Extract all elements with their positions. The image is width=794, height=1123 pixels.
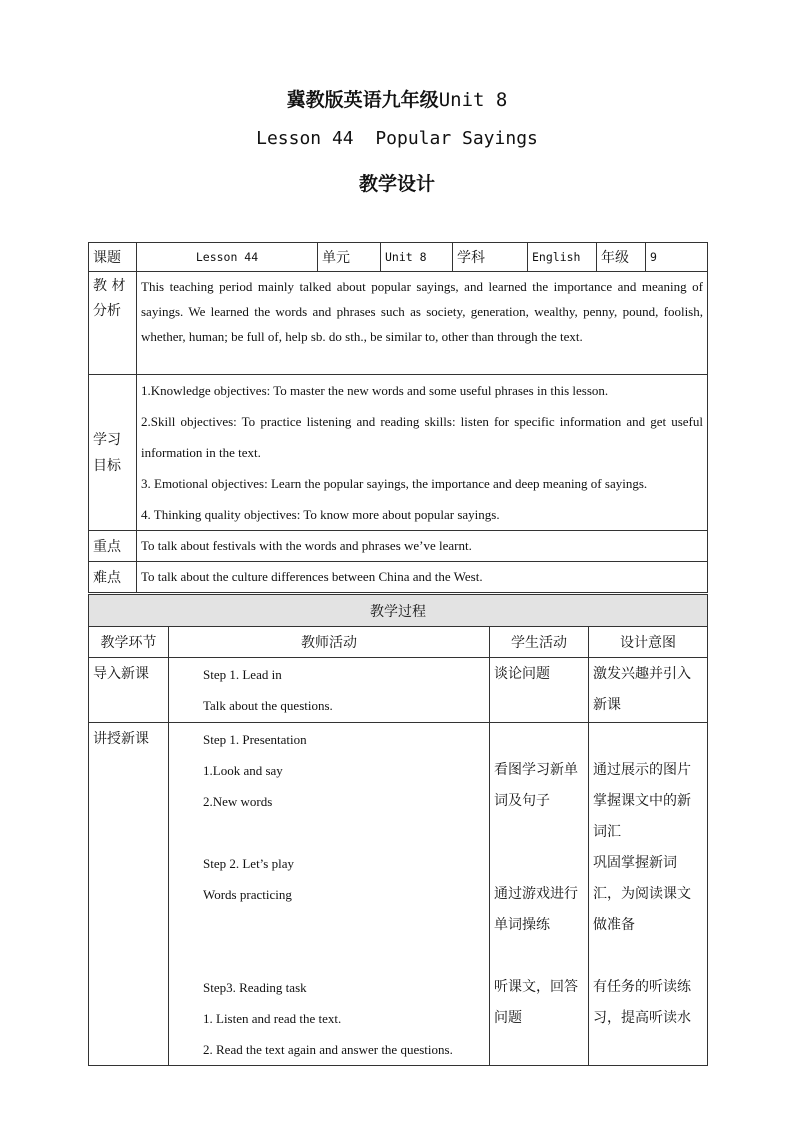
process-table [88, 594, 708, 1066]
info-row-analysis [89, 272, 708, 375]
student-activity-a: 看图学习新单词及句子 [494, 762, 578, 809]
col-student-header: 学生活动 [490, 627, 589, 658]
info-row-difficult [89, 562, 708, 593]
difficult-text: To talk about the culture differences between China and the West. [137, 562, 708, 593]
teacher-step: Step3. Reading task [203, 980, 307, 995]
student-activity-new-lesson [490, 723, 589, 1066]
analysis-text: This teaching period mainly talked about popular sayings, and learned the importance and meaning of sayings. We learned the words and phrases such as society, generation, wealthy, penny, pound, foolish, whether, human; be full of, help sb. do sth., be similar to, other than through the text. [137, 272, 708, 375]
objective-item: 2.Skill objectives: To practice listening and reading skills: listen for specific information and get useful information in the text. [141, 414, 703, 460]
teacher-step: 1. Listen and read the text. [203, 1011, 342, 1026]
teacher-step: 1.Look and say [203, 763, 283, 778]
info-row-objectives [89, 375, 708, 531]
subject-label: 学科 [453, 243, 528, 272]
info-row-key [89, 531, 708, 562]
grade-label: 年级 [597, 243, 646, 272]
objective-item: 3. Emotional objectives: Learn the popular sayings, the importance and deep meaning of sayings. [141, 476, 648, 491]
topic-label: 课题 [89, 243, 137, 272]
unit-value: Unit 8 [381, 243, 453, 272]
teacher-step: Step 1. Lead in [203, 667, 282, 682]
analysis-label-line2: 分析 [93, 303, 121, 319]
objective-item: 4. Thinking quality objectives: To know more about popular sayings. [141, 507, 500, 522]
difficult-label: 难点 [89, 562, 137, 593]
intent-new-lesson [589, 723, 708, 1066]
col-stage-header: 教学环节 [89, 627, 169, 658]
teacher-activity-lead-in [169, 658, 490, 723]
stage-lead-in: 导入新课 [89, 658, 169, 723]
intent-b: 巩固掌握新词汇，为阅读课文做准备 [593, 855, 691, 933]
stage-new-lesson: 讲授新课 [89, 723, 169, 1066]
intent-lead-in: 激发兴趣并引入新课 [589, 658, 708, 723]
process-heading: 教学过程 [89, 595, 708, 627]
teacher-step: Words practicing [203, 887, 292, 902]
student-activity-lead-in: 谈论问题 [490, 658, 589, 723]
subject-value: English [528, 243, 597, 272]
teacher-step: Talk about the questions. [203, 698, 333, 713]
topic-value: Lesson 44 [137, 243, 318, 272]
info-row-basic [89, 243, 708, 272]
intent-a: 通过展示的图片掌握课文中的新词汇 [593, 762, 691, 840]
doc-title-cn: 冀教版英语九年级 [286, 89, 439, 111]
unit-label: 单元 [318, 243, 381, 272]
teacher-step: 2. Read the text again and answer the questions. [203, 1042, 453, 1057]
objectives-label-line2: 目标 [93, 457, 121, 474]
objectives-label [89, 375, 137, 531]
intent-c: 有任务的听读练习，提高听读水 [593, 979, 691, 1026]
objectives-label-line1: 学习 [93, 431, 121, 448]
process-column-headers [89, 627, 708, 658]
objective-item: 1.Knowledge objectives: To master the new words and some useful phrases in this lesson. [141, 383, 609, 398]
grade-value: 9 [646, 243, 708, 272]
doc-title [0, 85, 794, 112]
student-activity-b: 通过游戏进行单词操练 [494, 886, 578, 933]
analysis-label-line1: 教 材 [93, 278, 126, 294]
col-intent-header: 设计意图 [589, 627, 708, 658]
process-row-lead-in [89, 658, 708, 723]
col-teacher-header: 教师活动 [169, 627, 490, 658]
key-label: 重点 [89, 531, 137, 562]
teacher-step: Step 1. Presentation [203, 732, 307, 747]
teacher-activity-new-lesson [169, 723, 490, 1066]
student-activity-c: 听课文，回答问题 [494, 979, 578, 1026]
lesson-title: Lesson 44 Popular Sayings [256, 128, 538, 149]
teacher-step: 2.New words [203, 794, 273, 809]
process-row-new-lesson [89, 723, 708, 1066]
info-table [88, 242, 708, 593]
teacher-step: Step 2. Let’s play [203, 856, 294, 871]
doc-subtitle: 教学设计 [358, 173, 435, 195]
process-heading-row [89, 595, 708, 627]
doc-title-unit: Unit 8 [438, 89, 508, 111]
objectives-list [137, 375, 708, 531]
key-text: To talk about festivals with the words and phrases we’ve learnt. [137, 531, 708, 562]
analysis-label [89, 272, 137, 375]
